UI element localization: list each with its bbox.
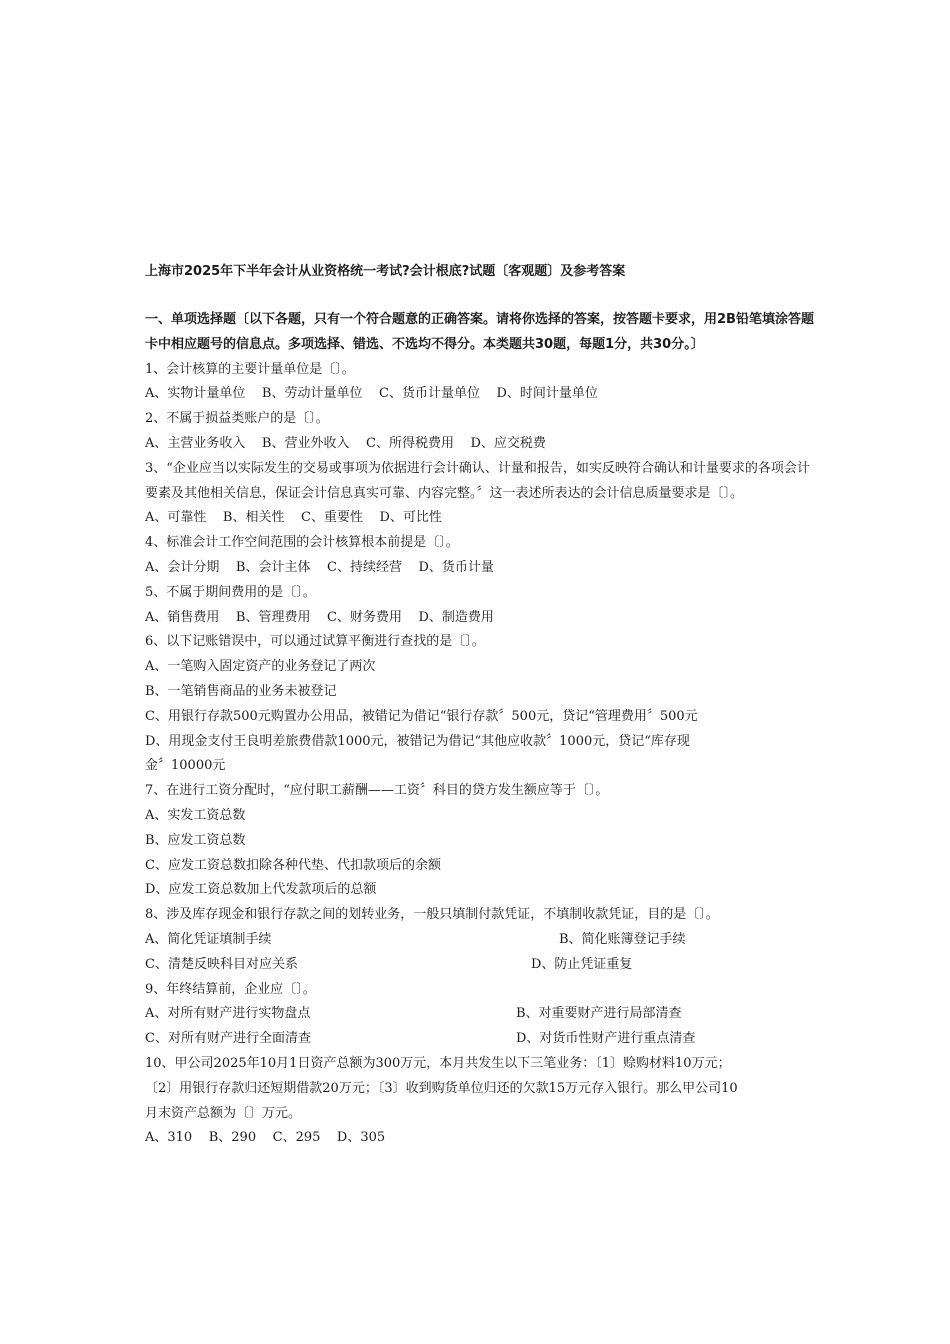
options-row: [145, 1027, 815, 1052]
option-b: B、应发工资总数: [145, 832, 246, 848]
question-stem: 4、标准会计工作空间范围的会计核算根本前提是〔〕。: [145, 535, 459, 551]
question-stem: 3、“企业应当以实际发生的交易或事项为依据进行会计确认、计量和报告，如实反映符合确认和计量要求的各项会计要素及其他相关信息，保证会计信息真实可靠、内容完整。〞这一表述所表达的会计信息质量要求是〔〕。: [145, 460, 810, 501]
question-stem-continued: 〔2〕用银行存款归还短期借款20万元；〔3〕收到购货单位归还的欠款15万元存入银行。那么甲公司10: [145, 1080, 738, 1096]
question-stem: 7、在进行工资分配时，“应付职工薪酬——工资〞科目的贷方发生额应等于〔〕。: [145, 783, 609, 799]
option-a: A、对所有财产进行实物盘点: [145, 1006, 311, 1022]
document-title: 上海市2025年下半年会计从业资格统一考试?会计根底?试题〔客观题〕及参考答案: [145, 264, 626, 279]
question-stem: 2、不属于损益类账户的是〔〕。: [145, 411, 329, 427]
options-row: [145, 1002, 815, 1027]
option-a: A、一笔购入固定资产的业务登记了两次: [145, 659, 376, 675]
question-options: A、实物计量单位 B、劳动计量单位 C、货币计量单位 D、时间计量单位: [145, 386, 598, 402]
question-options: A、销售费用 B、管理费用 C、财务费用 D、制造费用: [145, 609, 494, 625]
document-page: [145, 262, 815, 1151]
question-stem: 1、会计核算的主要计量单位是〔〕。: [145, 361, 355, 377]
question-stem: 5、不属于期间费用的是〔〕。: [145, 584, 316, 600]
option-d: D、防止凭证重复: [531, 956, 633, 972]
option-d-continued: 金〞10000元: [145, 758, 226, 774]
question-options: A、可靠性 B、相关性 C、重要性 D、可比性: [145, 510, 442, 526]
option-c: C、清楚反映科目对应关系: [145, 956, 298, 972]
option-d: D、对货币性财产进行重点清查: [516, 1031, 696, 1047]
question-stem: 10、甲公司2025年10月1日资产总额为300万元，本月共发生以下三笔业务：〔1〕赊购材料10万元；: [145, 1055, 731, 1071]
options-row: [145, 928, 815, 953]
question-options: A、主营业务收入 B、营业外收入 C、所得税费用 D、应交税费: [145, 435, 546, 451]
options-row: [145, 953, 815, 978]
option-a: A、实发工资总数: [145, 807, 246, 823]
question-stem: 8、涉及库存现金和银行存款之间的划转业务，一般只填制付款凭证，不填制收款凭证，目的是〔〕。: [145, 907, 719, 923]
option-c: C、应发工资总数扣除各种代垫、代扣款项后的余额: [145, 857, 441, 873]
section-heading: 一、单项选择题〔以下各题，只有一个符合题意的正确答案。请将你选择的答案，按答题卡要求，用2B铅笔填涂答题卡中相应题号的信息点。多项选择、错选、不选均不得分。本类题共30题，每题1分，共30分。〕: [145, 312, 814, 352]
option-a: A、简化凭证填制手续: [145, 931, 272, 947]
question-stem-continued: 月末资产总额为〔〕万元。: [145, 1105, 302, 1121]
question-options: A、会计分期 B、会计主体 C、持续经营 D、货币计量: [145, 559, 494, 575]
question-stem: 9、年终结算前，企业应〔〕。: [145, 981, 316, 997]
option-d: D、用现金支付王良明差旅费借款1000元，被错记为借记“其他应收款〞1000元，贷记“库存现: [145, 733, 690, 749]
question-stem: 6、以下记账错误中，可以通过试算平衡进行查找的是〔〕。: [145, 634, 485, 650]
option-c: C、对所有财产进行全面清查: [145, 1031, 311, 1047]
option-b: B、一笔销售商品的业务未被登记: [145, 683, 337, 699]
option-b: B、简化账簿登记手续: [559, 931, 686, 947]
question-options: A、310 B、290 C、295 D、305: [145, 1130, 386, 1146]
option-d: D、应发工资总数加上代发款项后的总额: [145, 882, 377, 898]
option-c: C、用银行存款500元购置办公用品，被错记为借记“银行存款〞500元，贷记“管理费用〞500元: [145, 708, 698, 724]
option-b: B、对重要财产进行局部清查: [516, 1006, 682, 1022]
